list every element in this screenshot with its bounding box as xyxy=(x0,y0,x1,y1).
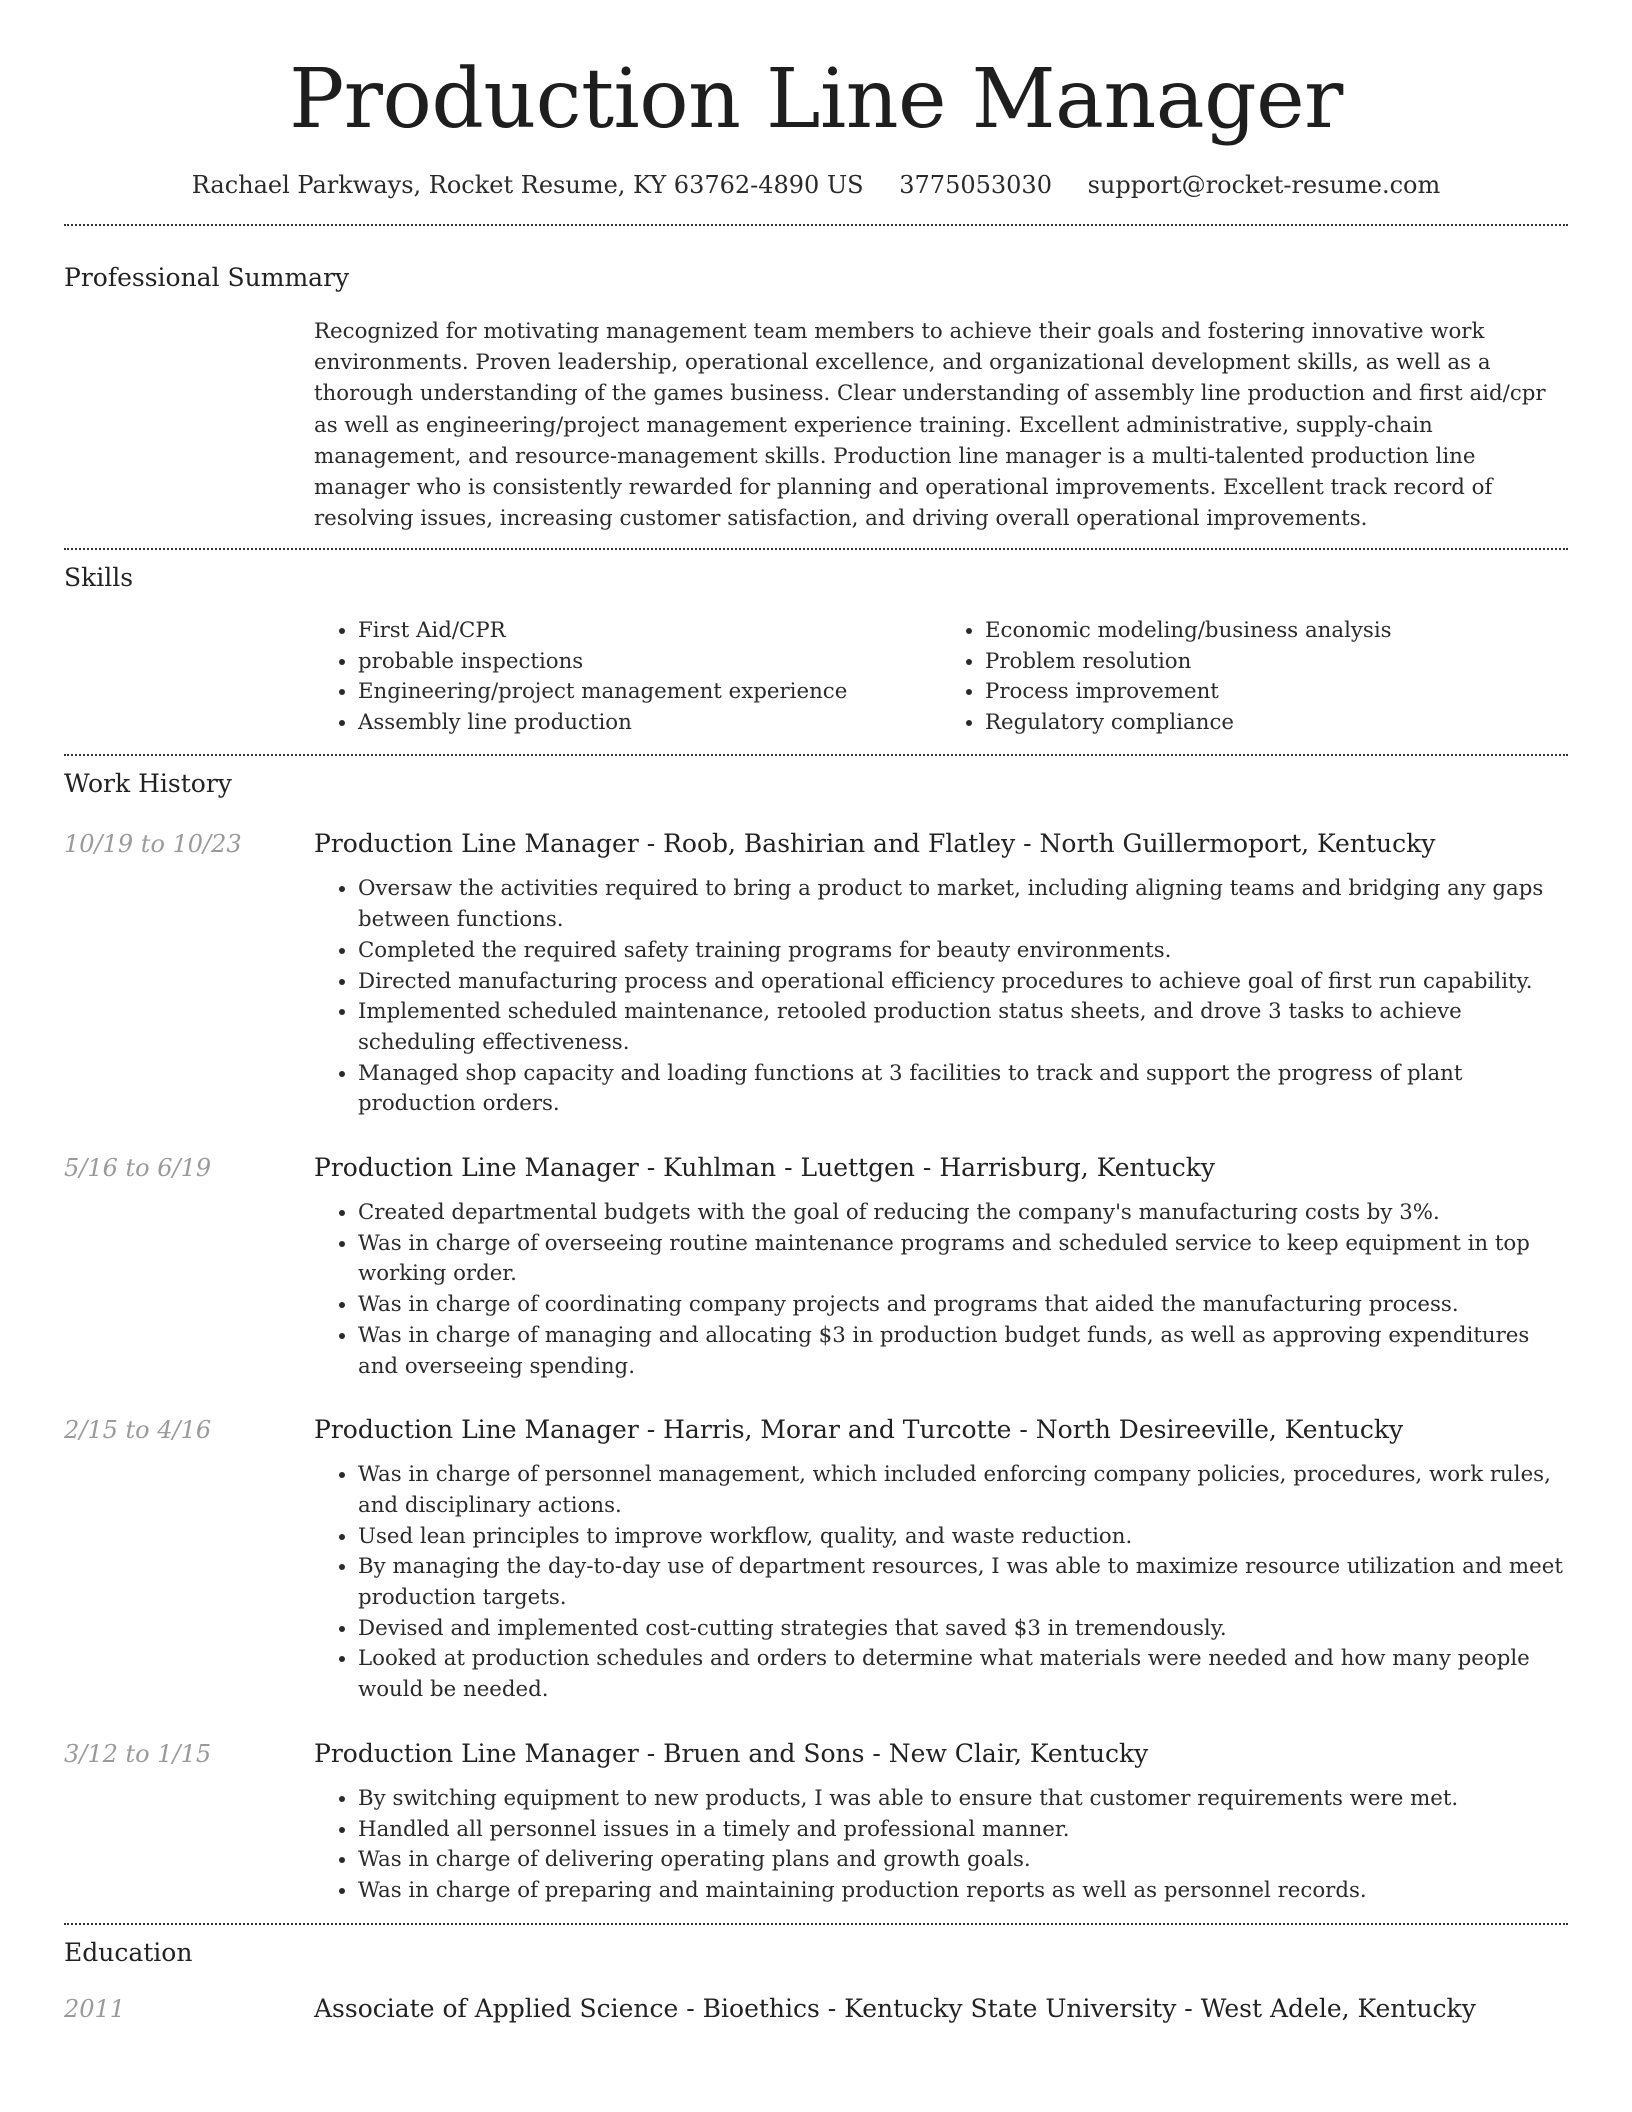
job-bullet: • Handled all personnel issues in a timely and professional manner. xyxy=(358,1815,1568,1846)
job-entry xyxy=(64,1738,1568,1907)
job-bullet: • Completed the required safety training programs for beauty environments. xyxy=(358,936,1568,967)
contact-phone: 3775053030 xyxy=(899,171,1052,199)
job-entry xyxy=(64,1152,1568,1382)
job-bullet: • Implemented scheduled maintenance, retooled production status sheets, and drove 3 tasks to achieve scheduling effectiveness. xyxy=(358,997,1568,1058)
summary-text: Recognized for motivating management team members to achieve their goals and fostering innovative work environments. Proven leadership, operational excellence, and organizational development skills, as well as a thorough understanding of the games business. Clear understanding of assembly line production and first aid/cpr as well as engineering/project management experience training. Excellent administrative, supply-chain management, and resource-management skills. Production line manager is a multi-talented production line manager who is consistently rewarded for planning and operational improvements. Excellent track record of resolving issues, increasing customer satisfaction, and driving overall operational improvements. xyxy=(314,319,1546,532)
skills-column-right xyxy=(941,616,1568,738)
job-bullet: • Looked at production schedules and orders to determine what materials were needed and how many people would be needed. xyxy=(358,1644,1568,1705)
education-degree: Associate of Applied Science - Bioethics - Kentucky State University - West Adele, Kentucky xyxy=(314,1993,1476,2023)
job-details xyxy=(314,1152,1568,1382)
job-title: Production Line Manager - Harris, Morar and Turcotte - North Desireeville, Kentucky xyxy=(314,1415,1404,1445)
job-entry xyxy=(64,828,1568,1120)
contact-email: support@rocket-resume.com xyxy=(1087,171,1441,199)
job-bullet: • Devised and implemented cost-cutting strategies that saved $3 in tremendously. xyxy=(358,1614,1568,1645)
skill-item: • Economic modeling/business analysis xyxy=(985,616,1568,647)
job-dates: 5/16 to 6/19 xyxy=(64,1154,212,1183)
section-divider xyxy=(64,224,1568,226)
skill-item: • First Aid/CPR xyxy=(358,616,941,647)
job-bullet: • Created departmental budgets with the goal of reducing the company's manufacturing costs by 3%. xyxy=(358,1198,1568,1229)
job-dates: 3/12 to 1/15 xyxy=(64,1739,212,1768)
resume-page xyxy=(64,0,1568,2025)
job-bullet: • Was in charge of managing and allocating $3 in production budget funds, as well as approving expenditures and overseeing spending. xyxy=(358,1321,1568,1382)
job-bullet: • Oversaw the activities required to bring a product to market, including aligning teams and bridging any gaps between functions. xyxy=(358,874,1568,935)
skills-column-left xyxy=(314,616,941,738)
job-bullets xyxy=(314,1198,1568,1382)
job-details xyxy=(314,828,1568,1120)
job-title: Production Line Manager - Bruen and Sons - New Clair, Kentucky xyxy=(314,1738,1149,1768)
job-dates: 2/15 to 4/16 xyxy=(64,1416,212,1445)
job-title: Production Line Manager - Kuhlman - Luettgen - Harrisburg, Kentucky xyxy=(314,1153,1216,1183)
education-entry xyxy=(64,1993,1568,2025)
job-bullet: • Was in charge of personnel management, which included enforcing company policies, procedures, work rules, and disciplinary actions. xyxy=(358,1460,1568,1521)
contact-address: Rachael Parkways, Rocket Resume, KY 63762-4890 US xyxy=(191,171,864,199)
work-history-heading: Work History xyxy=(64,769,232,799)
contact-line xyxy=(64,170,1568,200)
education-year: 2011 xyxy=(64,1994,126,2023)
job-bullet: • Directed manufacturing process and operational efficiency procedures to achieve goal of first run capability. xyxy=(358,967,1568,998)
section-divider xyxy=(64,548,1568,550)
job-details xyxy=(314,1414,1568,1706)
job-bullet: • By managing the day-to-day use of department resources, I was able to maximize resource utilization and meet production targets. xyxy=(358,1552,1568,1613)
job-title: Production Line Manager - Roob, Bashirian and Flatley - North Guillermoport, Kentucky xyxy=(314,829,1436,859)
skills-heading: Skills xyxy=(64,563,134,593)
job-bullets xyxy=(314,1784,1568,1907)
job-bullet: • Managed shop capacity and loading functions at 3 facilities to track and support the progress of plant production orders. xyxy=(358,1059,1568,1120)
summary-heading: Professional Summary xyxy=(64,263,350,292)
job-bullet: • Was in charge of coordinating company projects and programs that aided the manufacturing process. xyxy=(358,1290,1568,1321)
skill-item: • Engineering/project management experience xyxy=(358,677,941,708)
job-bullets xyxy=(314,1460,1568,1706)
skill-item: • Problem resolution xyxy=(985,647,1568,678)
job-bullet: • Used lean principles to improve workflow, quality, and waste reduction. xyxy=(358,1522,1568,1553)
skill-item: • Regulatory compliance xyxy=(985,708,1568,739)
skills-list xyxy=(314,616,1568,738)
job-bullet: • Was in charge of delivering operating plans and growth goals. xyxy=(358,1845,1568,1876)
job-bullet: • Was in charge of preparing and maintaining production reports as well as personnel records. xyxy=(358,1876,1568,1907)
section-divider xyxy=(64,754,1568,756)
job-bullets xyxy=(314,874,1568,1120)
job-entry xyxy=(64,1414,1568,1706)
job-dates: 10/19 to 10/23 xyxy=(64,830,242,859)
job-bullet: • Was in charge of overseeing routine maintenance programs and scheduled service to keep equipment in top working order. xyxy=(358,1229,1568,1290)
skill-item: • probable inspections xyxy=(358,647,941,678)
resume-title: Production Line Manager xyxy=(289,52,1343,147)
section-divider xyxy=(64,1923,1568,1925)
skill-item: • Process improvement xyxy=(985,677,1568,708)
education-heading: Education xyxy=(64,1937,193,1967)
job-bullet: • By switching equipment to new products, I was able to ensure that customer requirements were met. xyxy=(358,1784,1568,1815)
job-details xyxy=(314,1738,1568,1907)
skill-item: • Assembly line production xyxy=(358,708,941,739)
